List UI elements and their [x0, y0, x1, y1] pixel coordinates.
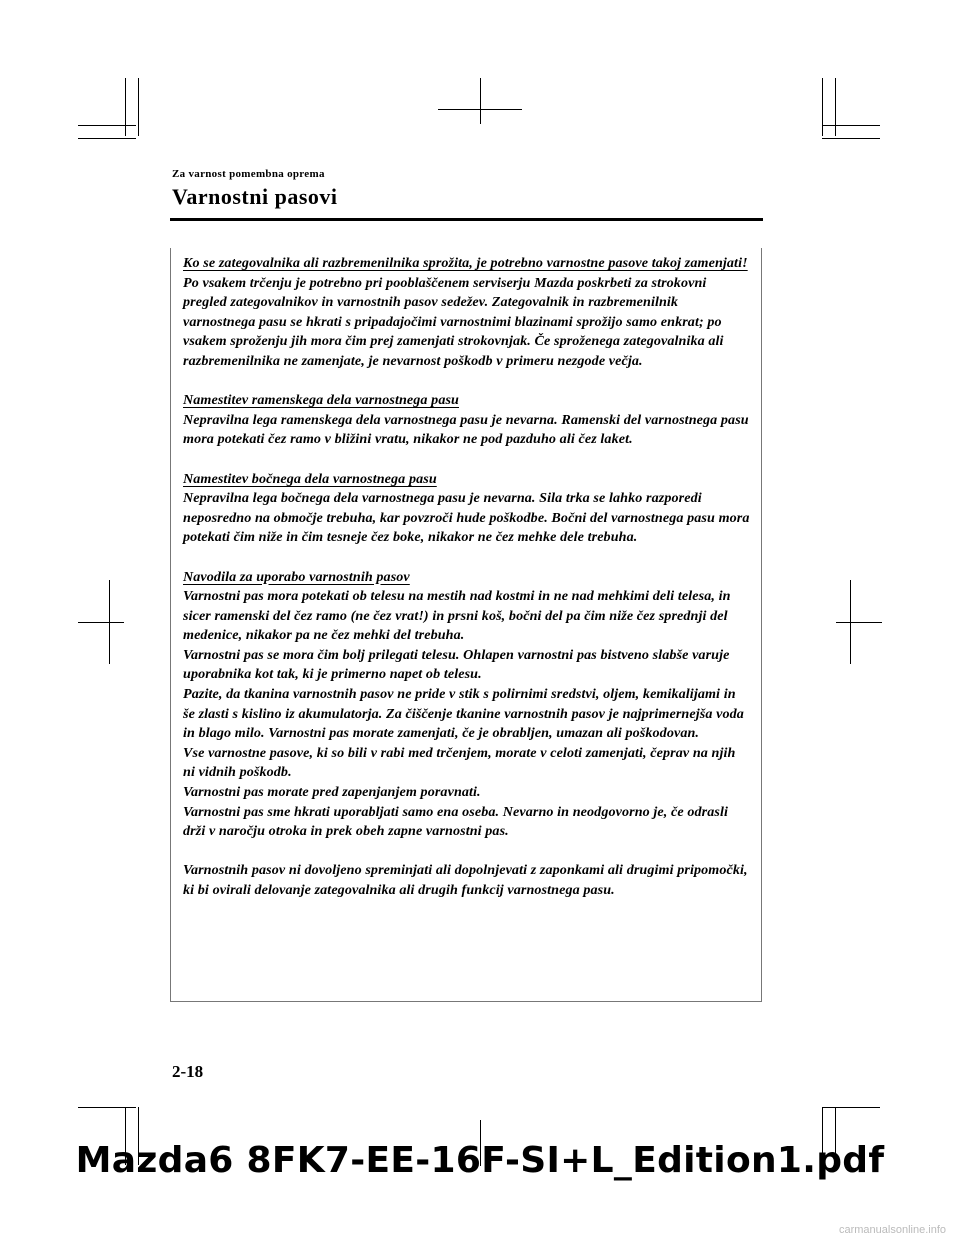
- crop-mark: [138, 78, 139, 136]
- warning-paragraph: Varnostni pas se mora čim bolj prilegati telesu. Ohlapen varnostni pas bistveno slabše varuje uporabnika kot tak, ki je primerno napet ob telesu.: [183, 646, 730, 683]
- crop-mark: [835, 78, 836, 136]
- warning-paragraph: Pazite, da tkanina varnostnih pasov ne pride v stik s polirnimi sredstvi, oljem, kemikalijami in še zlasti s kislino iz akumulatorja. Za čiščenje tkanine varnostnih pasov je najprimernejša voda in blago milo. Varnostni pas morate zamenjati, če je obrabljen, umazan ali poškodovan.: [183, 686, 744, 742]
- warning-paragraph: Vse varnostne pasove, ki so bili v rabi med trčenjem, morate v celoti zamenjati, čeprav na njih ni vidnih poškodb.: [183, 744, 736, 781]
- crop-mark: [78, 138, 136, 139]
- crop-mark: [78, 622, 124, 623]
- warning-paragraph: Varnostni pas mora potekati ob telesu na mestih nad kostmi in ne nad mehkimi deli telesa, in sicer ramenski del čez ramo (ne čez vrat!) in prsni koš, bočni del pa čim niže čez sprednji del medenice, nikakor pa ne čez mehki del trebuha.: [183, 588, 731, 644]
- crop-mark: [836, 622, 882, 623]
- warning-paragraph: Varnostnih pasov ni dovoljeno spreminjati ali dopolnjevati z zaponkami ali drugimi pripomočki, ki bi ovirali delovanje zategovalnika ali drugih funkcij varnostnega pasu.: [183, 862, 748, 898]
- warning-lead: Ko se zategovalnika ali razbremenilnika sprožita, je potrebno varnostne pasove takoj zamenjati!: [183, 255, 748, 271]
- crop-mark: [822, 1107, 880, 1108]
- crop-mark: [78, 125, 136, 126]
- warning-heading: Namestitev ramenskega dela varnostnega pasu: [183, 392, 459, 409]
- title-rule: [170, 218, 763, 221]
- crop-mark: [125, 78, 126, 136]
- page-title: Varnostni pasovi: [172, 184, 338, 209]
- warning-box: [170, 248, 762, 1002]
- crop-mark: [109, 580, 110, 664]
- crop-mark: [78, 1107, 136, 1108]
- section-label: Za varnost pomembna oprema: [172, 168, 325, 180]
- crop-mark: [822, 78, 823, 136]
- warning-paragraph: Varnostni pas sme hkrati uporabljati samo ena oseba. Nevarno in neodgovorno je, če odrasli drži v naročju otroka in prek obeh zapne varnostni pas.: [183, 803, 729, 840]
- crop-mark: [822, 125, 880, 126]
- warning-heading: Namestitev bočnega dela varnostnega pasu: [183, 470, 437, 487]
- warning-heading: Navodila za uporabo varnostnih pasov: [183, 568, 410, 585]
- warning-paragraph: Po vsakem trčenju je potrebno pri pooblaščenem serviserju Mazda poskrbeti za strokovni pregled zategovalnikov in varnostnih pasov sedežev. Zategovalnik in razbremenilnik varnostnega pasu se hkrati s pripadajočimi varnostnimi blazinami sprožijo samo enkrat; po vsakem sproženju jih mora čim prej zamenjati strokovnjak. Če sproženega zategovalnika ali razbremenilnika ne zamenjate, je nevarnost poškodb v primeru nezgode večja.: [183, 274, 724, 369]
- crop-mark: [480, 78, 481, 124]
- filename-watermark: Mazda6 8FK7-EE-16F-SI+L_Edition1.pdf: [75, 1140, 885, 1181]
- warning-paragraph: Nepravilna lega bočnega dela varnostnega pasu je nevarna. Sila trka se lahko razporedi neposredno na območje trebuha, kar povzroči hude poškodbe. Bočni del varnostnega pasu mora potekati čim niže in čim tesneje čez boke, nikakor ne čez mehke dele trebuha.: [183, 490, 750, 546]
- site-watermark: carmanualsonline.info: [838, 1224, 946, 1236]
- crop-mark: [850, 580, 851, 664]
- crop-mark: [822, 138, 880, 139]
- page-number: 2-18: [172, 1062, 204, 1081]
- warning-paragraph: Nepravilna lega ramenskega dela varnostnega pasu je nevarna. Ramenski del varnostnega pasu mora potekati čez ramo v bližini vratu, nikakor ne pod pazduho ali čez laket.: [183, 411, 749, 448]
- warning-paragraph: Varnostni pas morate pred zapenjanjem poravnati.: [183, 784, 481, 801]
